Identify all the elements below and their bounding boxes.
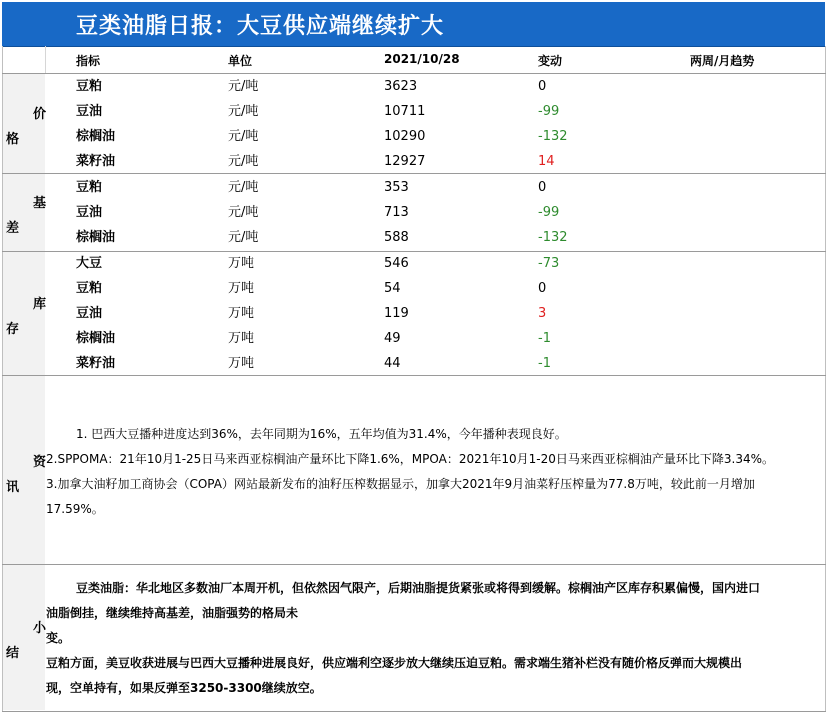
basis-label-a: 基: [33, 196, 47, 211]
news-label-b: 讯: [6, 480, 20, 495]
table-row-value: 546: [384, 256, 409, 271]
table-row-unit: 万吨: [228, 306, 255, 321]
table-row-value: 10711: [384, 104, 426, 119]
table-row-name: 棕榈油: [76, 129, 116, 144]
inventory-gutter: [3, 252, 45, 375]
inventory-label-a: 库: [33, 297, 47, 312]
table-row-value: 119: [384, 306, 409, 321]
table-row-change: 3: [538, 306, 547, 321]
news-item-3: 3.加拿大油籽加工商协会（COPA）网站最新发布的油籽压榨数据显示，加拿大2021年9月油菜籽压榨量为77.8万吨，较此前一月增加: [46, 477, 755, 491]
summary-label-b: 结: [6, 646, 20, 661]
table-row-change: -1: [538, 356, 551, 371]
news-item-2: 2.SPPOMA：21年10月1-25日马来西亚棕榈油产量环比下降1.6%，MPOA：2021年10月1-20日马来西亚棕榈油产量环比下降3.34%。: [46, 452, 775, 466]
news-rule: [2, 564, 826, 565]
table-row-value: 49: [384, 331, 401, 346]
table-row-name: 棕榈油: [76, 230, 116, 245]
summary-label-a: 小: [33, 621, 47, 636]
table-row-change: 14: [538, 154, 555, 169]
table-row-name: 菜籽油: [76, 356, 116, 371]
table-row-name: 豆粕: [76, 281, 103, 296]
table-row-change: 0: [538, 79, 547, 94]
summary-line-3: 变。: [46, 631, 71, 645]
price-label-a: 价: [33, 107, 47, 122]
table-row-name: 菜籽油: [76, 154, 116, 169]
table-row-unit: 元/吨: [228, 79, 259, 94]
table-row-value: 713: [384, 205, 409, 220]
table-row-unit: 元/吨: [228, 180, 259, 195]
basis-rule: [2, 251, 826, 252]
table-row-unit: 元/吨: [228, 230, 259, 245]
basis-gutter: [3, 174, 45, 251]
table-row-value: 44: [384, 356, 401, 371]
table-row-unit: 元/吨: [228, 104, 259, 119]
table-row-value: 10290: [384, 129, 426, 144]
table-row-unit: 元/吨: [228, 154, 259, 169]
table-row-change: -132: [538, 129, 568, 144]
price-label-b: 格: [6, 132, 20, 147]
table-row-value: 588: [384, 230, 409, 245]
header-change: 变动: [538, 54, 563, 68]
table-row-value: 12927: [384, 154, 426, 169]
table-row-name: 豆粕: [76, 79, 103, 94]
news-label-a: 资: [33, 455, 47, 470]
price-rule: [2, 173, 826, 174]
table-row-unit: 万吨: [228, 281, 255, 296]
table-row-name: 豆油: [76, 205, 103, 220]
left-border: [2, 46, 3, 712]
header-divider: [45, 46, 46, 74]
table-row-change: 0: [538, 281, 547, 296]
table-row-unit: 元/吨: [228, 129, 259, 144]
table-row-unit: 万吨: [228, 356, 255, 371]
table-row-unit: 万吨: [228, 256, 255, 271]
table-row-name: 棕榈油: [76, 331, 116, 346]
header-trend: 两周/月趋势: [690, 54, 755, 68]
table-row-name: 豆油: [76, 104, 103, 119]
table-row-change: -1: [538, 331, 551, 346]
header-date: 2021/10/28: [384, 52, 460, 66]
header-unit: 单位: [228, 54, 253, 68]
news-item-3-cont: 17.59%。: [46, 502, 104, 516]
summary-line-4: 豆粕方面，美豆收获进展与巴西大豆播种进展良好，供应端利空逐步放大继续压迫豆粕。需求端生猪补栏没有随价格反弹而大规模出: [46, 656, 743, 670]
summary-gutter: [3, 565, 45, 710]
summary-line-1: 豆类油脂：华北地区多数油厂本周开机，但依然因气限产，后期油脂提货紧张或将得到缓解。棕榈油产区库存积累偏慢，国内进口: [76, 581, 761, 595]
table-row-change: -99: [538, 205, 560, 220]
right-border: [825, 46, 826, 712]
table-row-value: 353: [384, 180, 409, 195]
table-row-name: 豆粕: [76, 180, 103, 195]
title-bar: [2, 2, 825, 47]
inventory-rule: [2, 375, 826, 376]
header-indicator: 指标: [76, 54, 101, 68]
table-row-change: -99: [538, 104, 560, 119]
table-row-name: 豆油: [76, 306, 103, 321]
news-gutter: [3, 376, 45, 564]
table-row-change: 0: [538, 180, 547, 195]
summary-line-5: 现，空单持有，如果反弹至3250-3300继续放空。: [46, 681, 322, 695]
table-row-unit: 万吨: [228, 331, 255, 346]
table-row-name: 大豆: [76, 256, 103, 271]
table-row-unit: 元/吨: [228, 205, 259, 220]
bottom-rule: [2, 711, 826, 712]
report-title: 豆类油脂日报：大豆供应端继续扩大: [76, 14, 445, 39]
table-row-change: -73: [538, 256, 560, 271]
price-gutter: [3, 74, 45, 173]
news-item-1: 1. 巴西大豆播种进度达到36%，去年同期为16%，五年均值为31.4%，今年播种表现良好。: [76, 427, 567, 441]
summary-line-2: 油脂倒挂，继续维持高基差，油脂强势的格局未: [46, 606, 299, 620]
table-row-value: 3623: [384, 79, 418, 94]
table-row-change: -132: [538, 230, 568, 245]
table-row-value: 54: [384, 281, 401, 296]
inventory-label-b: 存: [6, 322, 20, 337]
header-rule: [2, 73, 826, 74]
basis-label-b: 差: [6, 221, 20, 236]
